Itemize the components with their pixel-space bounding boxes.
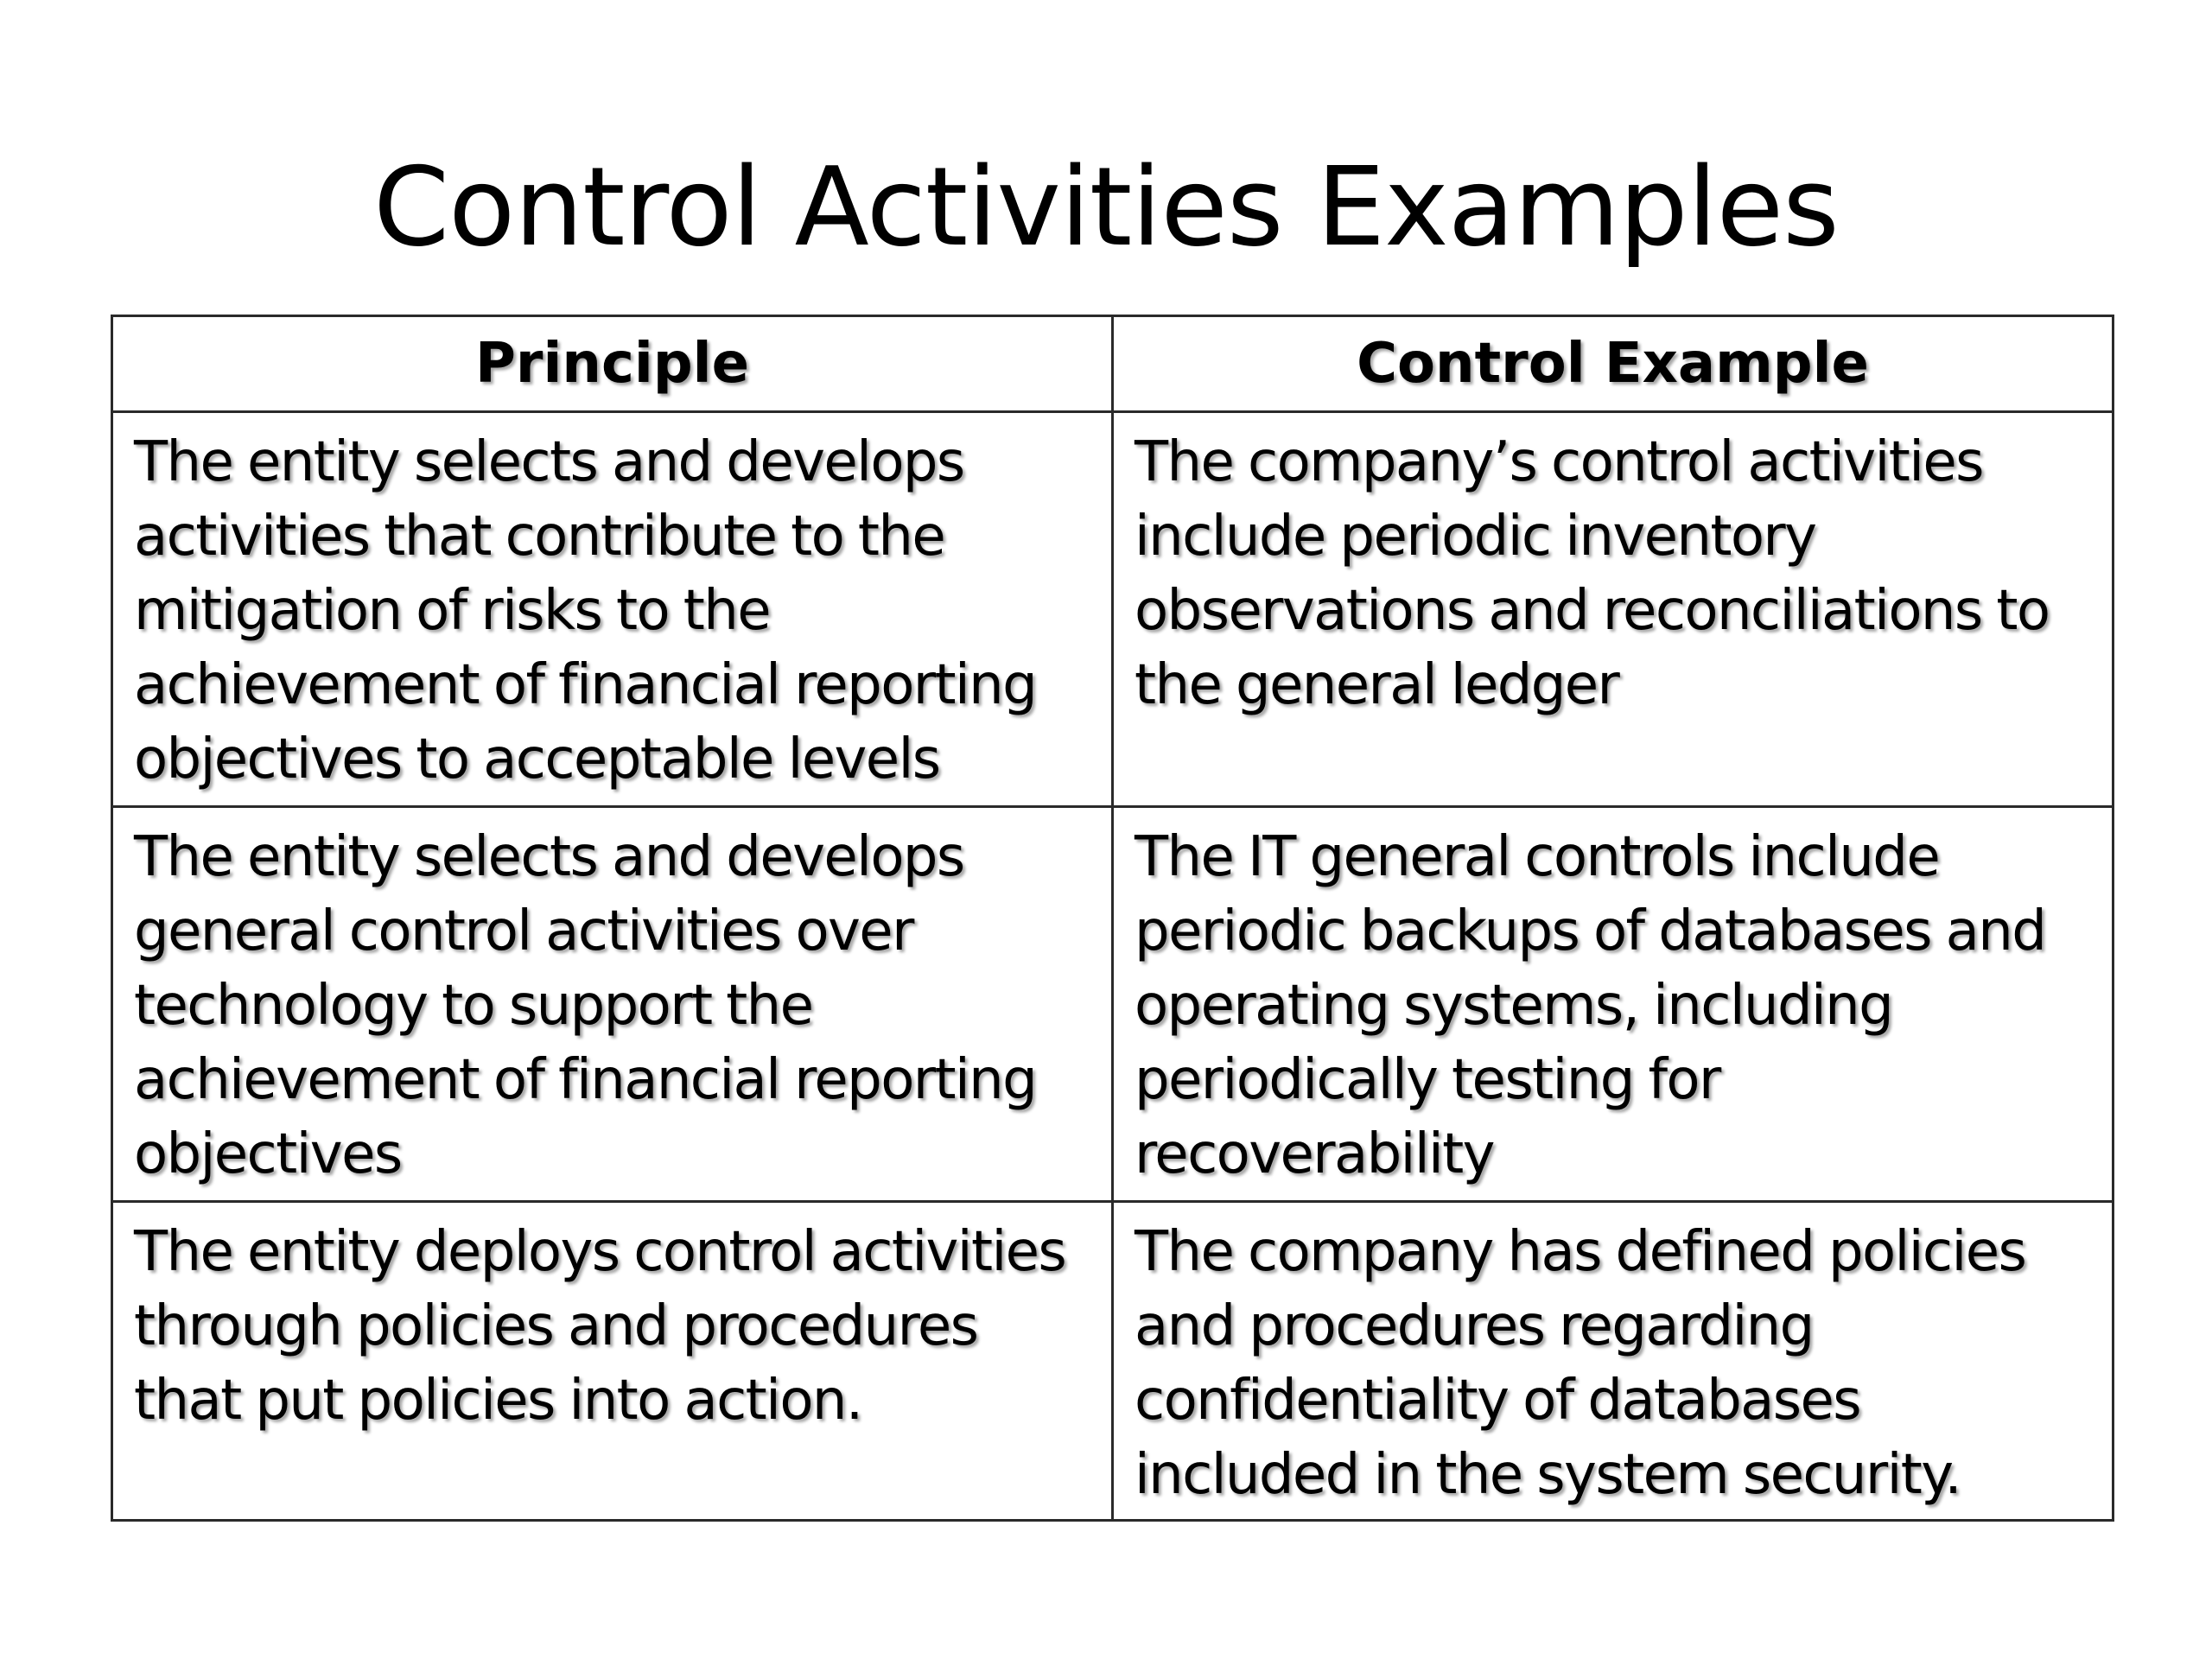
table-row — [112, 412, 2113, 807]
principle-cell: The entity selects and develops general control activities over technology to support the achievement of financial reporting objectives — [112, 807, 1113, 1202]
header-control-example: Control Example — [1113, 316, 2113, 412]
principle-cell: The entity deploys control activities through policies and procedures that put policies into action. — [112, 1202, 1113, 1521]
table-header-row — [112, 316, 2113, 412]
control-example-cell: The company has defined policies and procedures regarding confidentiality of databases included in the system security. — [1113, 1202, 2113, 1521]
examples-table-container — [111, 315, 2112, 1516]
slide-title: Control Activities Examples — [373, 143, 1839, 270]
header-principle: Principle — [112, 316, 1113, 412]
control-activities-table — [111, 315, 2114, 1522]
control-example-cell: The IT general controls include periodic backups of databases and operating systems, including periodically testing for recoverability — [1113, 807, 2113, 1202]
principle-cell: The entity selects and develops activities that contribute to the mitigation of risks to the achievement of financial reporting objectives to acceptable levels — [112, 412, 1113, 807]
table-row — [112, 807, 2113, 1202]
control-example-cell: The company’s control activities include periodic inventory observations and reconciliations to the general ledger — [1113, 412, 2113, 807]
table-row — [112, 1202, 2113, 1521]
